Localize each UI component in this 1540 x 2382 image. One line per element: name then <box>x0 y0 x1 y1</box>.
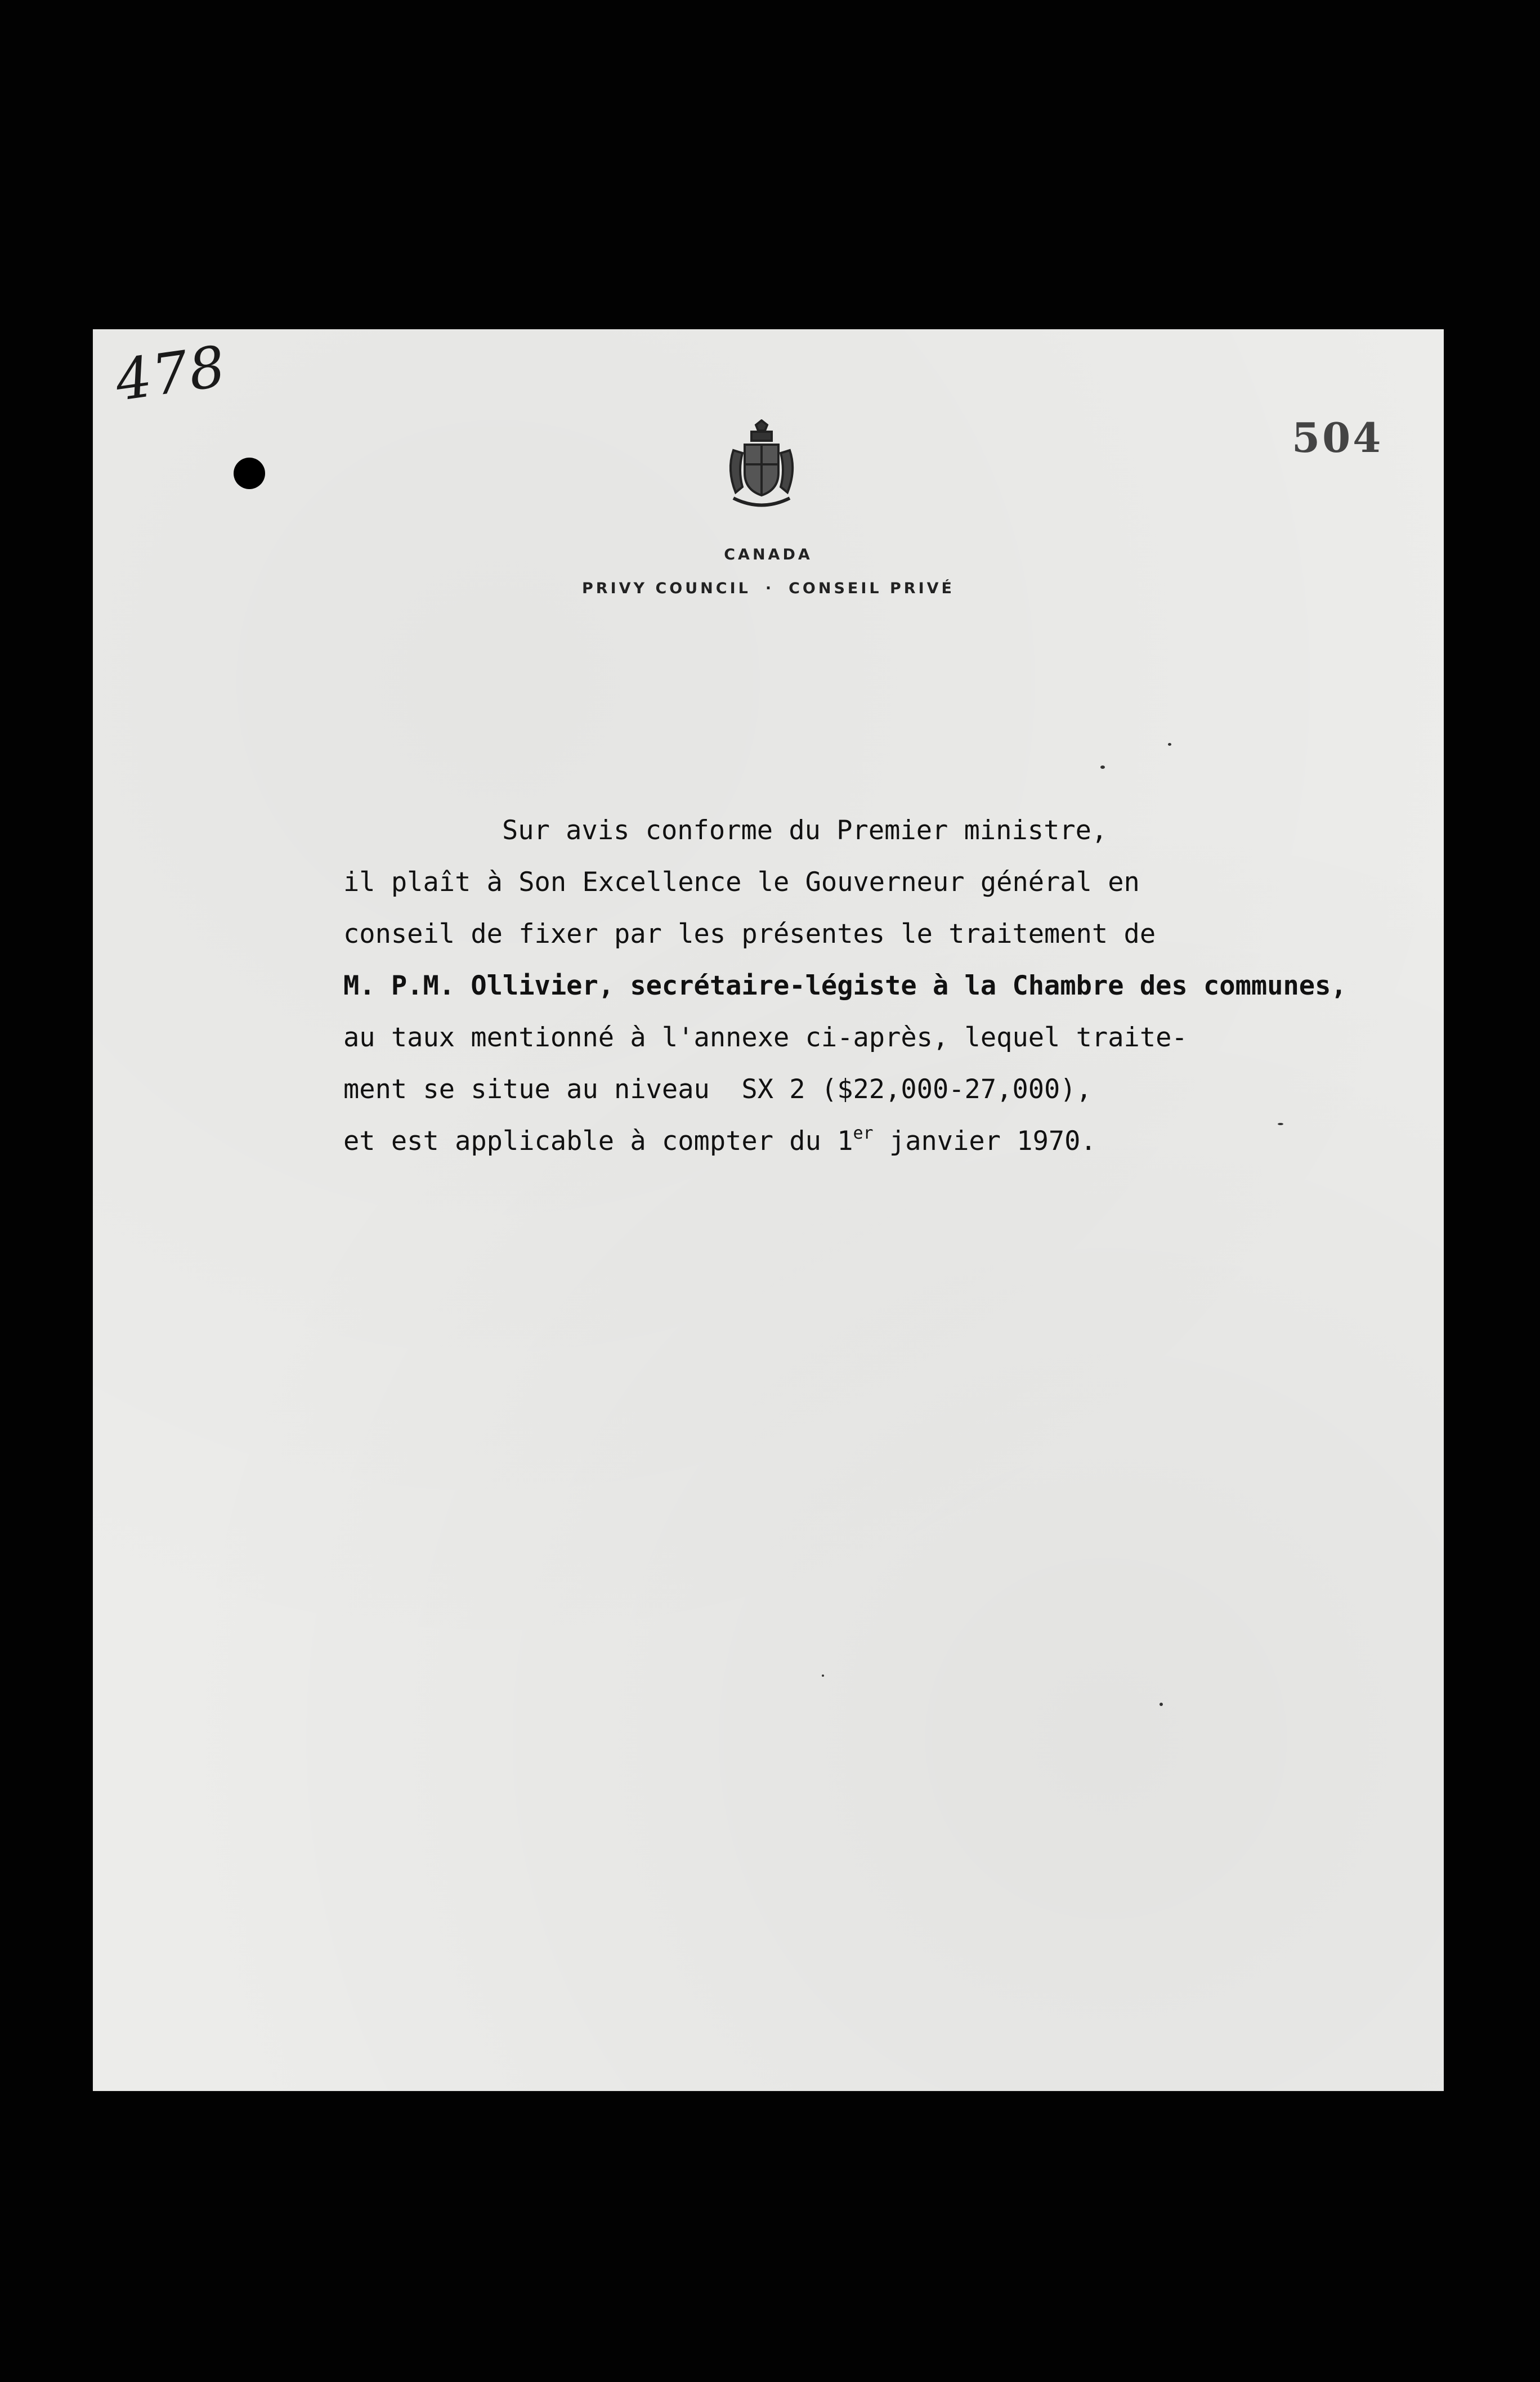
effective-date-suffix: janvier 1970. <box>873 1126 1096 1157</box>
paper-speck <box>822 1674 824 1677</box>
order-line-3: conseil de fixer par les présentes le traitement de <box>343 919 1156 950</box>
paper-speck <box>1168 743 1171 746</box>
coat-of-arms-icon <box>722 419 801 515</box>
order-line-7 <box>343 1116 1441 1167</box>
letterhead-office <box>93 580 1444 597</box>
order-in-council-text <box>343 805 1441 1167</box>
paper-speck <box>1278 1123 1283 1125</box>
order-line-2: il plaît à Son Excellence le Gouverneur général en <box>343 867 1140 898</box>
effective-date-prefix: et est applicable à compter du 1 <box>343 1126 853 1157</box>
punch-hole <box>234 458 265 489</box>
letterhead-country: CANADA <box>724 546 813 563</box>
order-line-1: Sur avis conforme du Premier ministre, <box>502 815 1108 846</box>
office-french: CONSEIL PRIVÉ <box>789 580 955 597</box>
office-english: PRIVY COUNCIL <box>582 580 751 597</box>
stamped-folio-number: 504 <box>1292 414 1384 462</box>
office-separator: · <box>765 580 775 597</box>
handwritten-page-number: 478 <box>111 333 231 414</box>
order-line-4: M. P.M. Ollivier, secrétaire-légiste à la Chambre des communes, <box>343 970 1347 1001</box>
effective-date-ordinal: er <box>853 1123 874 1143</box>
order-line-6: ment se situe au niveau SX 2 ($22,000-27,000), <box>343 1074 1092 1105</box>
paper-speck <box>1160 1703 1163 1706</box>
paper-speck <box>1100 765 1105 769</box>
document-sheet <box>93 329 1444 2091</box>
order-line-5: au taux mentionné à l'annexe ci-après, lequel traite- <box>343 1022 1188 1053</box>
